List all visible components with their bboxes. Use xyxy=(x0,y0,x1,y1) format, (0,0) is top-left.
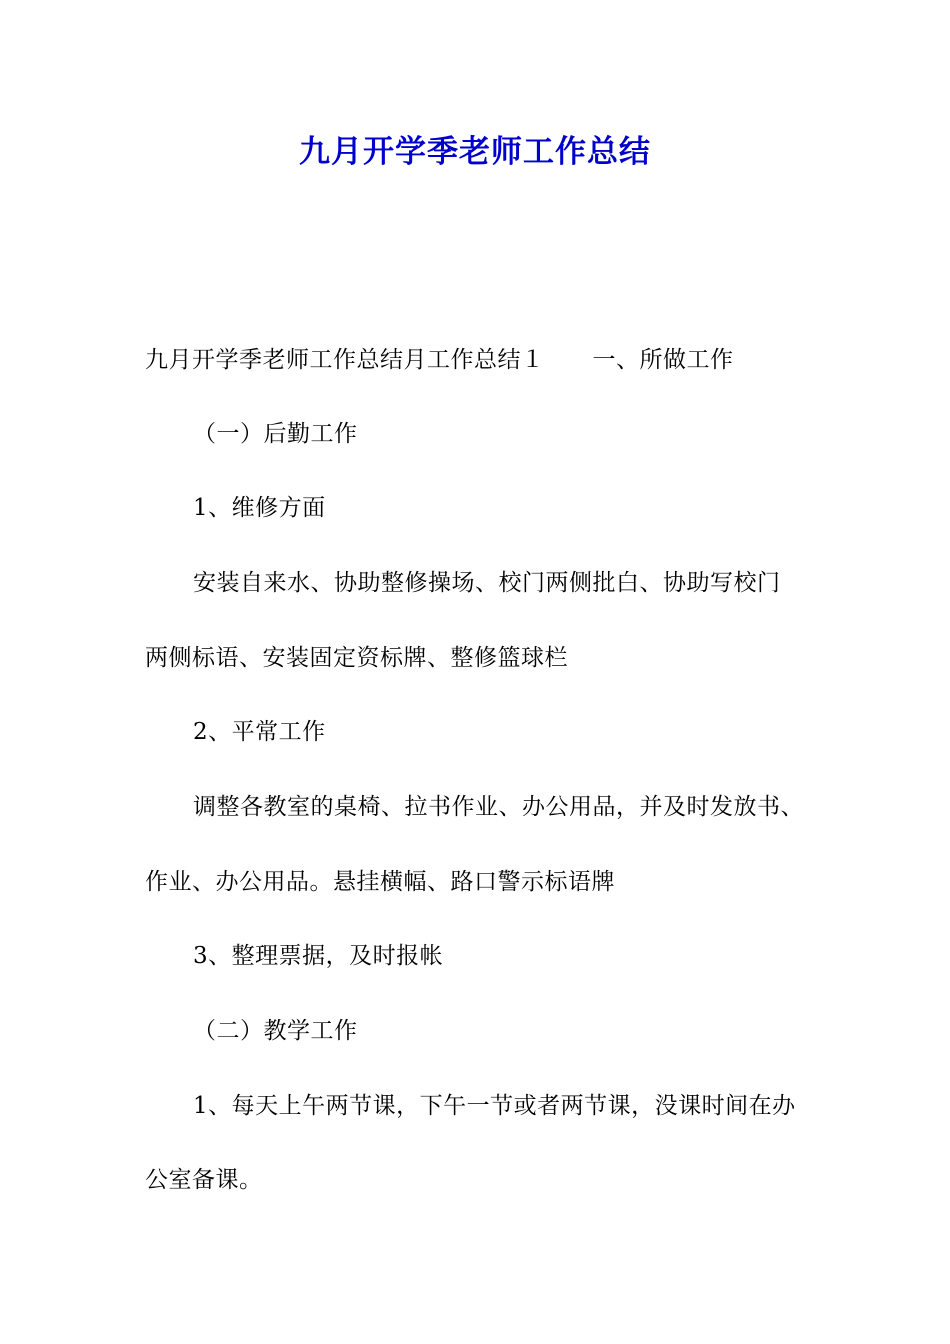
document-title: 九月开学季老师工作总结 xyxy=(299,134,651,170)
paragraph-line: 调整各教室的桌椅、拉书作业、办公用品，并及时发放书、 xyxy=(193,794,804,820)
subsection-heading: （一）后勤工作 xyxy=(193,421,358,447)
paragraph-line: 公室备课。 xyxy=(145,1167,263,1193)
item-heading: 2、平常工作 xyxy=(193,719,326,745)
section-heading: 一、所做工作 xyxy=(592,347,734,373)
intro-text: 九月开学季老师工作总结月工作总结１ xyxy=(145,347,545,373)
item-heading: 3、整理票据，及时报帐 xyxy=(193,943,444,969)
paragraph-line xyxy=(145,344,734,376)
paragraph-line: 安装自来水、协助整修操场、校门两侧批白、协助写校门 xyxy=(193,570,781,596)
paragraph-line: 作业、办公用品。悬挂横幅、路口警示标语牌 xyxy=(145,869,615,895)
paragraph-line: 两侧标语、安装固定资标牌、整修篮球栏 xyxy=(145,645,568,671)
paragraph-line: 1、每天上午两节课，下午一节或者两节课，没课时间在办 xyxy=(193,1093,796,1119)
subsection-heading: （二）教学工作 xyxy=(193,1018,358,1044)
item-heading: 1、维修方面 xyxy=(193,495,326,521)
